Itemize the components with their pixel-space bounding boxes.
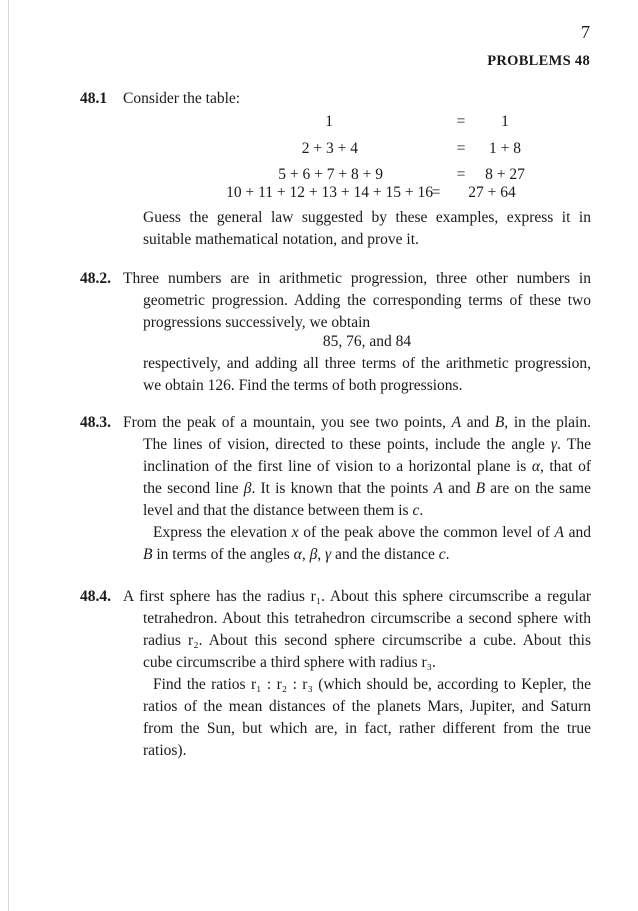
point-a: A [554, 524, 564, 541]
equation-lhs: 1 [325, 113, 333, 130]
equals-sign: = [456, 166, 466, 183]
text-run: and [442, 480, 476, 497]
problem-48-3-para-1 [123, 412, 591, 522]
text-run: . The inclination of the first line of vision to a horizontal plane is [143, 436, 591, 475]
text-run: , that of the second line [143, 458, 591, 497]
page-binding-edge [8, 0, 9, 911]
problem-48-4-body [123, 586, 591, 762]
point-b: B [143, 546, 153, 563]
problem-number-48-1: 48.1 [80, 90, 108, 107]
text-run: . It is known that the points [251, 480, 434, 497]
distance-c: c [438, 546, 446, 563]
angle-alpha: α [293, 546, 302, 563]
point-a: A [433, 480, 443, 497]
distance-c: c [412, 502, 420, 519]
equation-rhs: 27 + 64 [468, 184, 516, 201]
equation-row [0, 140, 358, 162]
angle-gamma: γ [550, 436, 558, 453]
text-run: and [461, 414, 495, 431]
equation-rhs: 1 + 8 [489, 140, 521, 157]
point-a: A [451, 414, 462, 431]
problem-48-1-intro-text: Consider the table: [123, 90, 241, 107]
equation-row [0, 184, 433, 206]
problem-48-2-body-b [143, 353, 591, 397]
problem-48-2-values: 85, 76, and 84 [322, 333, 412, 350]
angle-beta: β [243, 480, 252, 497]
equals-sign: = [456, 140, 466, 157]
problem-48-3-para-2 [143, 522, 591, 566]
text-run: . [445, 546, 450, 563]
text-run: , [317, 546, 326, 563]
equation-lhs: 5 + 6 + 7 + 8 + 9 [278, 166, 383, 183]
angle-gamma: γ [325, 546, 332, 563]
problem-48-2-body-a [123, 268, 591, 334]
text-run: are on the same level and that the distance between them is [143, 480, 591, 519]
problem-48-4-para-2: Find the ratios r₁ : r₂ : r₃ (which should be, according to Kepler, the ratios of the mean distances of the planets Mars, Jupiter, and Saturn from the Sun, but which are, in fact, rather different from the true ratios). [143, 676, 591, 759]
equation-rhs: 1 [501, 113, 509, 130]
problem-number-48-3: 48.3. [80, 414, 111, 431]
problem-48-2-text-a: Three numbers are in arithmetic progression, three other numbers in geometric progression. Adding the corresponding terms of these two progressions successively, we obtain [123, 270, 591, 331]
problem-48-1-text: Guess the general law suggested by these examples, express it in suitable mathematical notation, and prove it. [143, 209, 591, 248]
text-run: Express the elevation [153, 524, 292, 541]
problem-number-48-2: 48.2. [80, 270, 111, 287]
text-run: , in the plain. The lines of vision, directed to these points, include the angle [143, 414, 591, 453]
text-run: in terms of the angles [152, 546, 294, 563]
equation-row [0, 113, 333, 135]
text-run: From the peak of a mountain, you see two points, [123, 414, 452, 431]
equals-sign: = [431, 184, 441, 201]
problem-number-48-4: 48.4. [80, 588, 111, 605]
problem-48-3-body [123, 412, 591, 566]
equation-lhs: 2 + 3 + 4 [301, 140, 358, 157]
equation-lhs: 10 + 11 + 12 + 13 + 14 + 15 + 16 [226, 184, 433, 201]
page-number: 7 [581, 22, 590, 42]
problem-48-4-para-1: A first sphere has the radius r₁. About this sphere circumscribe a regular tetrahedron. About this tetrahedron circumscribe a second sphere with radius r₂. About this second sphere circumscribe a cube. About this cube circumscribe a third sphere with radius r₃. [123, 588, 591, 671]
running-head: PROBLEMS 48 [487, 53, 590, 69]
elevation-x: x [291, 524, 299, 541]
problem-48-1-body [143, 207, 591, 251]
equals-sign: = [456, 113, 466, 130]
problem-48-1-intro [123, 88, 591, 110]
text-run: of the peak above the common level of [298, 524, 555, 541]
angle-beta: β [309, 546, 318, 563]
text-run: and [563, 524, 591, 541]
text-run: , [301, 546, 310, 563]
point-b: B [494, 414, 505, 431]
point-b: B [475, 480, 486, 497]
equation-rhs: 8 + 27 [485, 166, 525, 183]
angle-alpha: α [531, 458, 540, 475]
text-run: . [419, 502, 424, 519]
problem-48-2-text-b: respectively, and adding all three terms of the arithmetic progression, we obtain 126. Find the terms of both progressions. [143, 355, 591, 394]
text-run: and the distance [331, 546, 439, 563]
